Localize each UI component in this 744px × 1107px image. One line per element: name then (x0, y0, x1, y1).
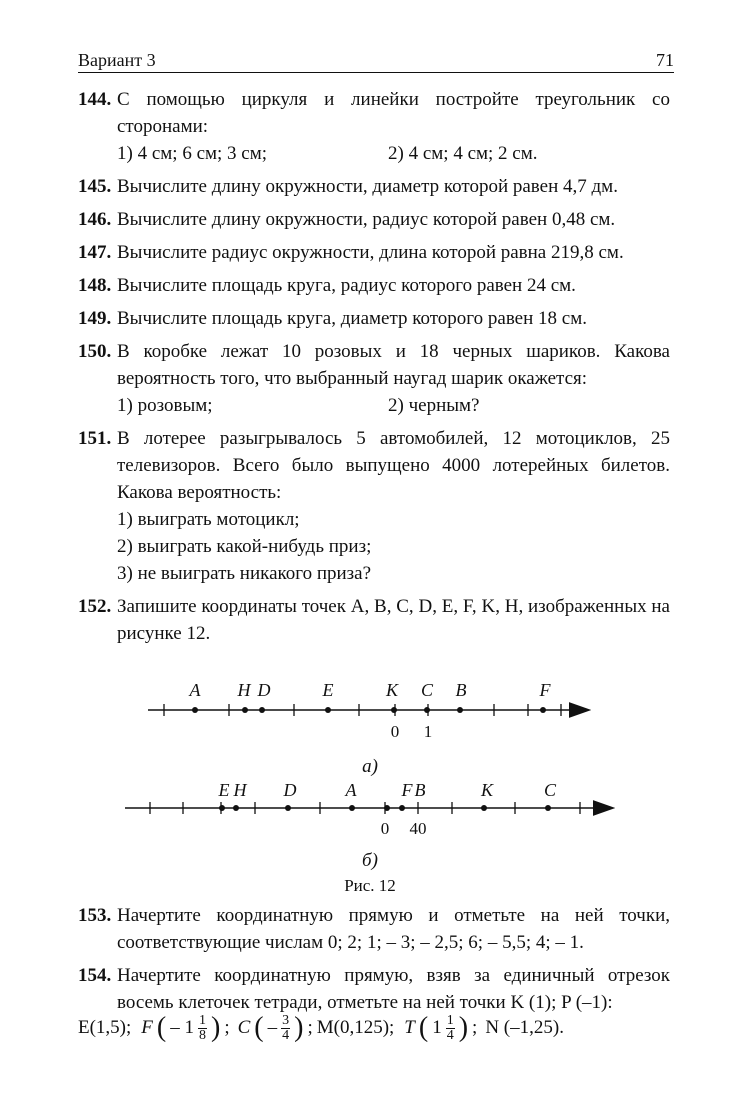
problems-list-2 (78, 902, 670, 1016)
problem-text: С помощью циркуля и линейки постройте треугольник со сторонами: (117, 89, 670, 137)
problem-text: Вычислите длину окружности, радиус которой равен 0,48 см. (117, 209, 616, 230)
point-label: B (455, 680, 467, 700)
problem-144 (78, 86, 670, 140)
problem-text: Вычислите площадь круга, радиус которого равен 24 см. (117, 275, 576, 296)
problem-150 (78, 338, 670, 392)
problem-152 (78, 593, 670, 647)
option-2: 2) черным? (388, 395, 480, 416)
f-whole: – 1 (170, 1017, 194, 1038)
point-label: H (233, 780, 247, 800)
tick-label: 1 (423, 722, 433, 741)
point-label: F (401, 780, 413, 800)
option-2: 2) 4 см; 4 см; 2 см. (388, 143, 538, 164)
t-whole: 1 (432, 1017, 442, 1038)
tick-label: 40 (409, 819, 427, 838)
caption-a: а) (362, 756, 378, 777)
problem-154 (78, 962, 670, 1016)
problem-144-options (78, 140, 670, 167)
point-label: D (257, 680, 271, 700)
option-1: 1) 4 см; 6 см; 3 см; (117, 143, 268, 164)
point-label: K (385, 680, 399, 700)
ticks-b (150, 802, 580, 814)
point-c-label: C (237, 1017, 251, 1038)
variant-label: Вариант 3 (78, 50, 156, 70)
problem-154-formula: E(1,5); F ( – 1 $\frac{1}{8}$ ) ; C ( – $\frac{3}{4}$ ) ; M(0,125); T ( 1 $\frac{1}{4}$ ) ; N (–1,25). (78, 1012, 564, 1043)
problems-list (78, 86, 670, 647)
point-F-a (540, 707, 546, 713)
problem-150-options (78, 392, 670, 419)
point-A-a (192, 707, 198, 713)
point-n: N (–1,25). (485, 1017, 564, 1038)
problem-text: В коробке лежат 10 розовых и 18 черных шариков. Какова вероятность того, что выбранный наугад шарик окажется: (117, 341, 670, 389)
point-t-label: T (404, 1017, 415, 1038)
problem-text: В лотерее разыгрывалось 5 автомобилей, 12 мотоциклов, 25 телевизоров. Всего было выпущено 4000 лотерейных билетов. Какова вероятность: (117, 428, 670, 503)
problem-number: 154. (78, 965, 112, 986)
point-label: A (189, 680, 201, 700)
point-H-b (233, 805, 239, 811)
points-b (219, 805, 551, 811)
point-e: E(1,5); (78, 1017, 132, 1038)
problem-number: 146. (78, 209, 112, 230)
list-item: 2) выиграть какой-нибудь приз; (117, 536, 372, 557)
problem-149 (78, 305, 670, 332)
problem-151 (78, 425, 670, 506)
problem-number: 149. (78, 308, 112, 329)
problem-147 (78, 239, 670, 266)
problem-number: 144. (78, 89, 112, 110)
problem-text: Запишите координаты точек A, B, C, D, E, F, K, H, изображенных на рисунке 12. (117, 596, 670, 644)
t-num: 1 (446, 1012, 454, 1028)
problem-text: Начертите координатную прямую и отметьте на ней точки, соответствующие числам 0; 2; 1; – 3; – 2,5; 6; – 5,5; 4; – 1. (117, 905, 670, 953)
figure-title: Рис. 12 (344, 876, 396, 895)
point-K-b (481, 805, 487, 811)
point-m: M(0,125); (316, 1017, 395, 1038)
point-label: E (322, 680, 334, 700)
point-B-a (457, 707, 463, 713)
problem-148 (78, 272, 670, 299)
t-den: 4 (446, 1027, 454, 1043)
c-num: 3 (282, 1012, 290, 1028)
problem-number: 152. (78, 596, 112, 617)
point-C-b (545, 805, 551, 811)
problem-text: Вычислите площадь круга, диаметр которого равен 18 см. (117, 308, 587, 329)
point-label: E (218, 780, 230, 800)
point-label: H (237, 680, 251, 700)
tick-label: 0 (390, 722, 400, 741)
point-D-a (259, 707, 265, 713)
problem-number: 151. (78, 428, 112, 449)
list-item: 3) не выиграть никакого приза? (117, 563, 372, 584)
point-H-a (242, 707, 248, 713)
problem-text: Начертите координатную прямую, взяв за единичный отрезок восемь клеточек тетради, отметьте на ней точки K (1); P (–1): (117, 965, 670, 1013)
tick-label: 0 (380, 819, 390, 838)
problem-number: 147. (78, 242, 112, 263)
page-header (78, 50, 674, 73)
ticks-a (164, 704, 561, 716)
point-label: F (539, 680, 551, 700)
point-f-label: F (141, 1017, 153, 1038)
point-E-b (219, 805, 225, 811)
f-den: 8 (198, 1027, 206, 1043)
point-E-a (325, 707, 331, 713)
point-C-a (424, 707, 430, 713)
caption-b: б) (362, 850, 378, 871)
option-1: 1) розовым; (117, 395, 213, 416)
point-label: K (480, 780, 494, 800)
c-sign: – (267, 1017, 278, 1038)
c-den: 4 (282, 1027, 290, 1043)
problem-text: Вычислите радиус окружности, длина которой равна 219,8 см. (117, 242, 624, 263)
point-label: A (345, 780, 357, 800)
point-label: C (420, 680, 434, 700)
list-item: 1) выиграть мотоцикл; (117, 509, 300, 530)
point-A-b (349, 805, 355, 811)
problem-number: 148. (78, 275, 112, 296)
points-a (192, 707, 546, 713)
problem-number: 150. (78, 341, 112, 362)
problem-146 (78, 206, 670, 233)
point-K-a (391, 707, 397, 713)
point-D-b (285, 805, 291, 811)
point-label: B (414, 780, 426, 800)
point-label: D (283, 780, 297, 800)
point-F-b (384, 805, 390, 811)
problem-number: 145. (78, 176, 112, 197)
problem-145 (78, 173, 670, 200)
point-B-b (399, 805, 405, 811)
problem-153 (78, 902, 670, 956)
point-label: C (543, 780, 557, 800)
f-num: 1 (198, 1012, 206, 1028)
page-number: 71 (656, 50, 674, 70)
problem-text: Вычислите длину окружности, диаметр которой равен 4,7 дм. (117, 176, 618, 197)
problem-number: 153. (78, 905, 112, 926)
